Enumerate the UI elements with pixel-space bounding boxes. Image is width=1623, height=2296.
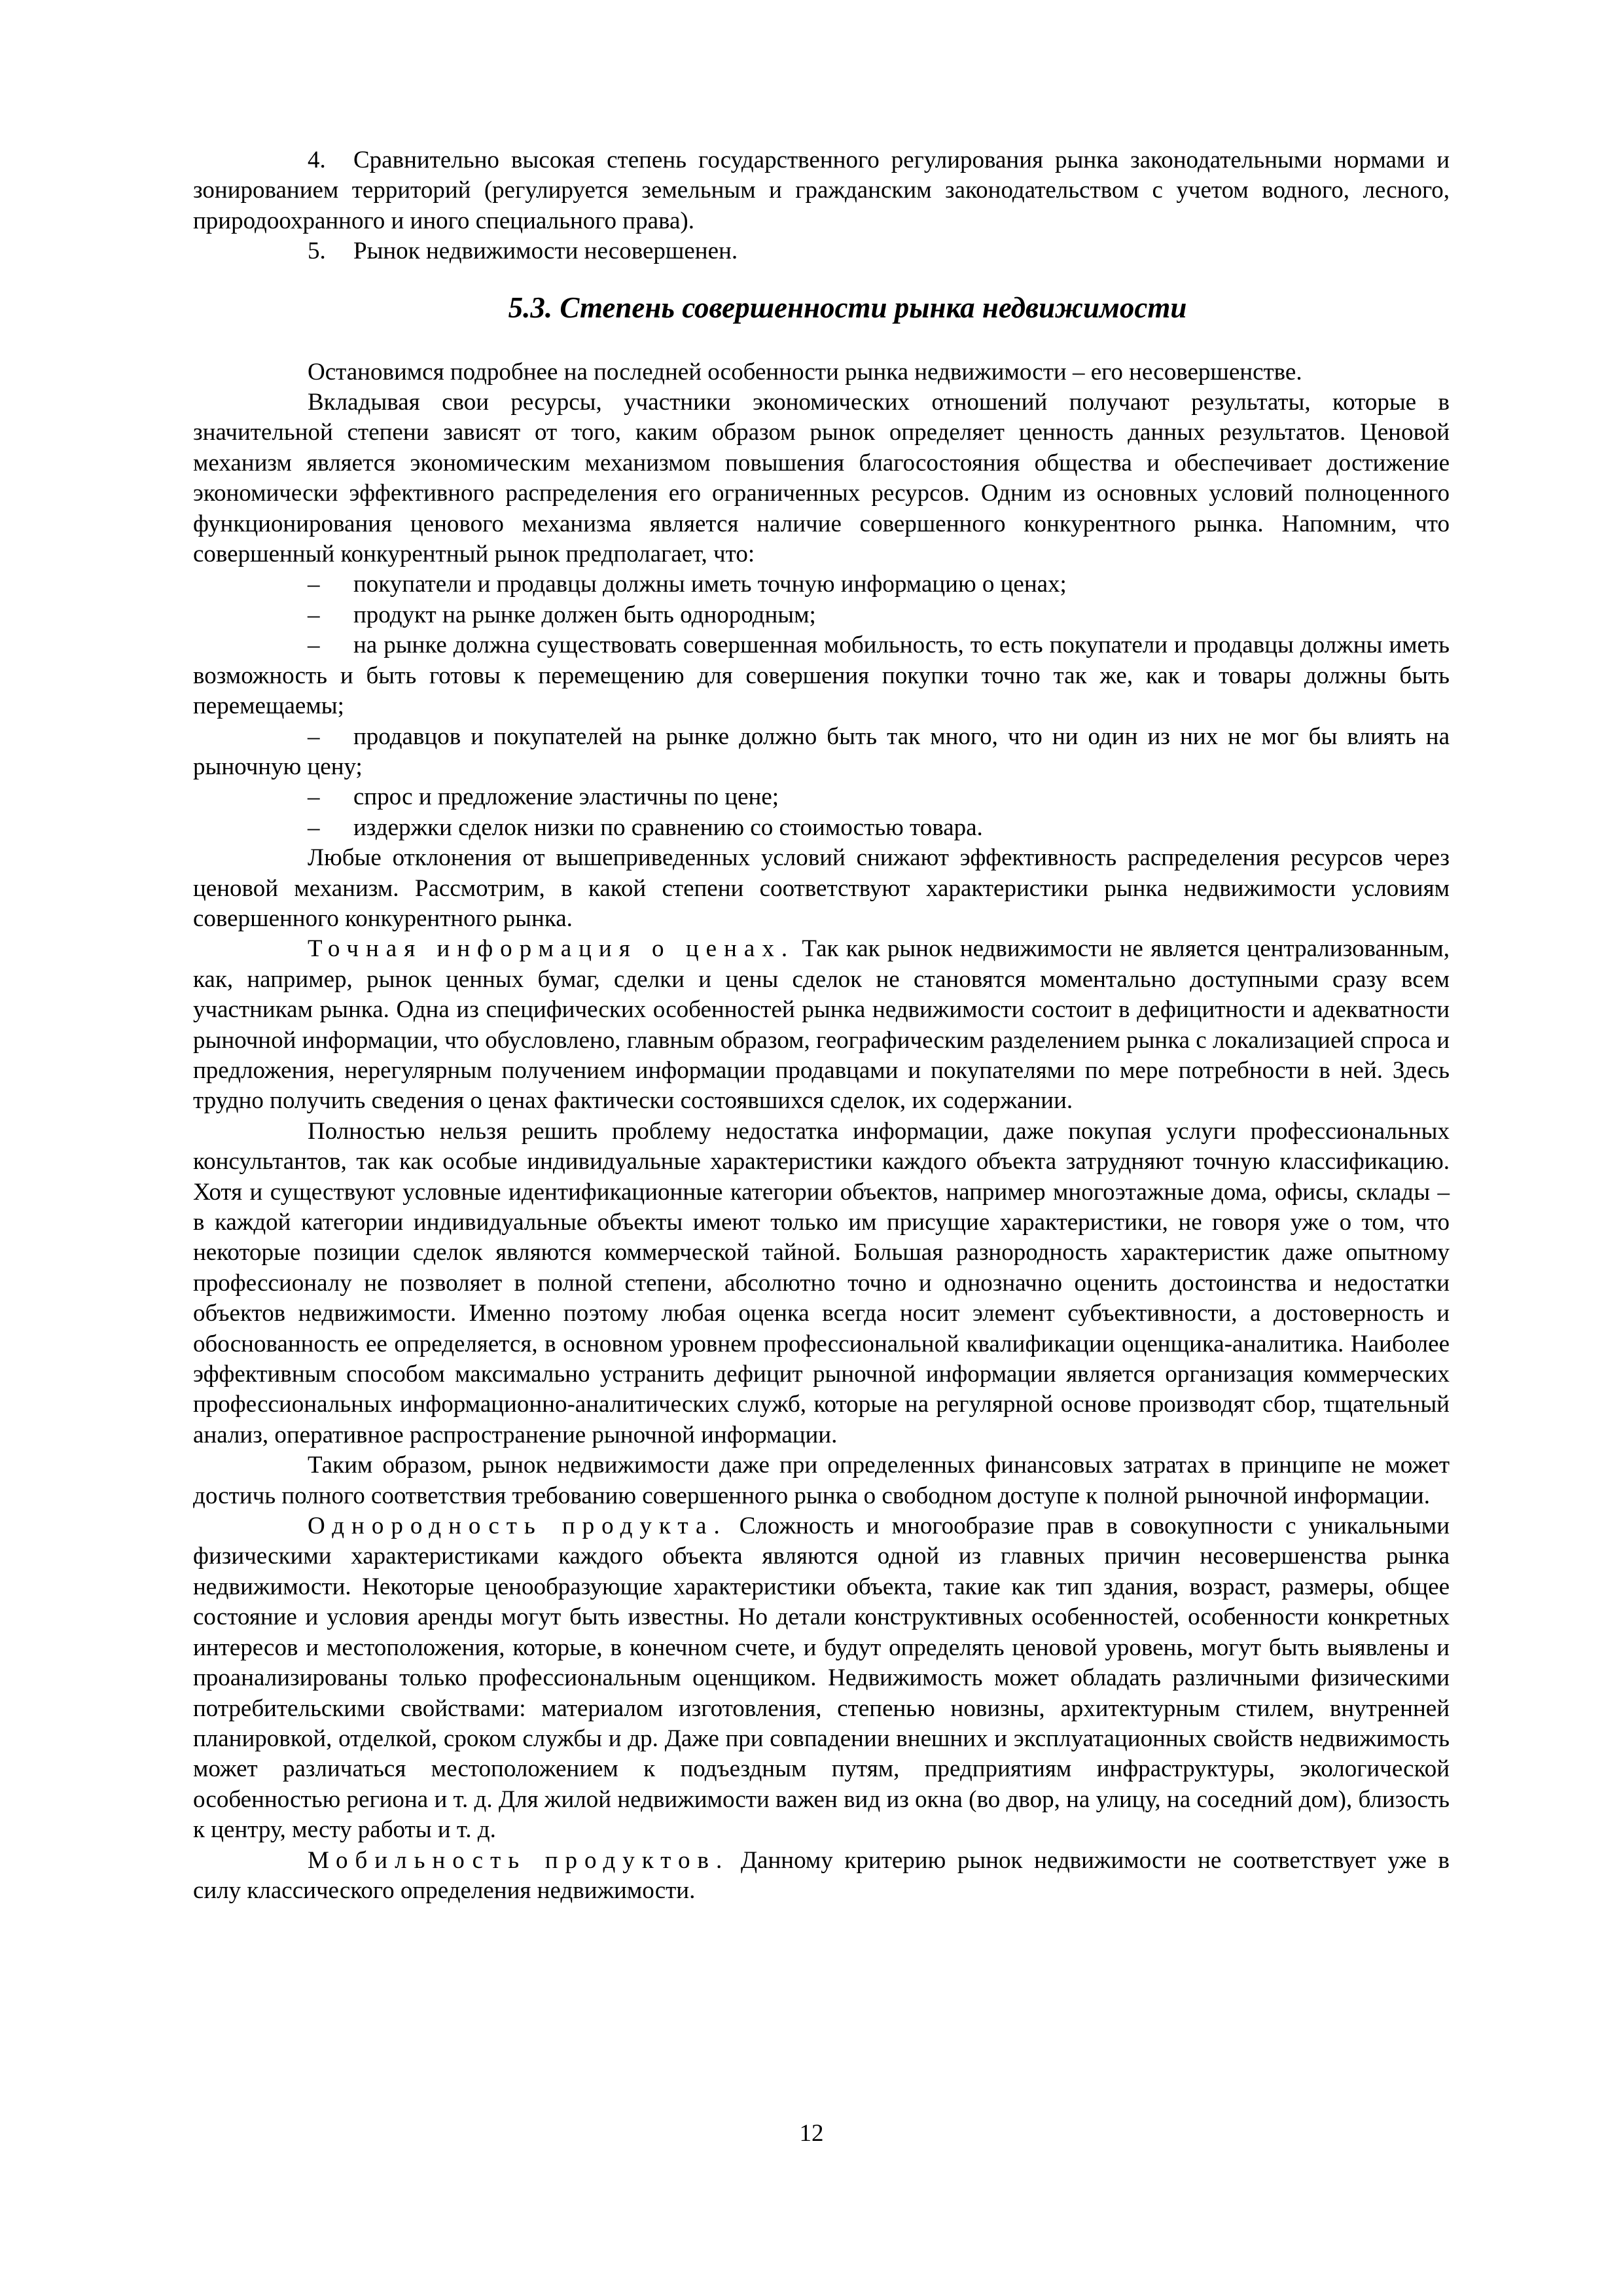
spaced-lead-term: Однородность продукта. — [308, 1513, 727, 1540]
dash-marker: – — [308, 571, 320, 598]
dash-item — [193, 782, 1450, 812]
dash-item — [193, 722, 1450, 783]
spaced-lead-term: Точная информация о ценах. — [308, 935, 795, 963]
dash-text: издержки сделок низки по сравнению со стоимостью товара. — [353, 814, 983, 841]
dash-text: спрос и предложение эластичны по цене; — [353, 783, 779, 811]
list-text: Сравнительно высокая степень государственного регулирования рынка законодательными нормами и зонированием территорий (регулируется земельным и гражданским законодательством с учетом водного, лесного, природоохранного и иного специального права). — [193, 147, 1450, 234]
paragraph-text: Данному критерию рынок недвижимости не соответствует уже в силу классического определения недвижимости. — [193, 1846, 1450, 1904]
paragraph-product-homogeneity — [193, 1511, 1450, 1845]
paragraph-information-problem: Полностью нельзя решить проблему недостатка информации, даже покупая услуги профессиональных консультантов, так как особые индивидуальные характеристики каждого объекта затрудняют точную классификацию. Хотя и существуют условные идентификационные категории объектов, например многоэтажные дома, офисы, склады – в каждой категории индивидуальные объекты имеют только им присущие характеристики, не говоря уже о том, что некоторые позиции сделок являются коммерческой тайной. Большая разнородность характеристик даже опытному профессионалу не позволяет в полной степени, абсолютно точно и однозначно оценить достоинства и недостатки объектов недвижимости. Именно поэтому любая оценка всегда носит элемент субъективности, а достоверность и обоснованность ее определяется, в основном уровнем профессиональной квалификации оценщика-аналитика. Наиболее эффективным способом максимально устранить дефицит рыночной информации является организация коммерческих профессиональных информационно-аналитических служб, которые на регулярной основе производят сбор, тщательный анализ, оперативное распространение рыночной информации. — [193, 1117, 1450, 1448]
section-heading: 5.3. Степень совершенности рынка недвижимости — [508, 291, 1187, 324]
list-item-5 — [193, 236, 1450, 266]
paragraph-price-information — [193, 934, 1450, 1116]
dash-marker: – — [308, 601, 320, 628]
dash-item — [193, 569, 1450, 600]
list-item-4 — [193, 145, 1450, 236]
dash-text: на рынке должна существовать совершенная мобильность, то есть покупатели и продавцы должны иметь возможность и быть готовы к перемещению для совершения покупки точно так же, как и товары должны быть перемещаемы; — [193, 632, 1450, 720]
paragraph-product-mobility — [193, 1846, 1450, 1907]
dash-item — [193, 813, 1450, 843]
dash-text: продукт на рынке должен быть однородным; — [353, 601, 816, 628]
list-text: Рынок недвижимости несовершенен. — [353, 238, 738, 265]
dash-marker: – — [308, 814, 320, 841]
dash-marker: – — [308, 723, 320, 750]
dash-item — [193, 600, 1450, 630]
paragraph-text: Сложность и многообразие прав в совокупности с уникальными физическими характеристиками каждого объекта являются одной из главных причин несовершенства рынка недвижимости. Некоторые ценообразующие характеристики объекта, такие как тип здания, возраст, размеры, общее состояние и условия аренды могут быть известны. Но детали конструктивных особенностей, особенности конкретных интересов и местоположения, которые, в конечном счете, и будут определять ценовой уровень, могут быть выявлены и проанализированы только профессиональным оценщиком. Недвижимость может обладать различными физическими потребительскими свойствами: материалом изготовления, степенью новизны, архитектурным стилем, внутренней планировкой, отделкой, сроком службы и др. Даже при совпадении внешних и эксплуатационных свойств недвижимость может различаться местоположением к подъездным путям, предприятиям инфраструктуры, экологической особенностью региона и т. д. Для жилой недвижимости важен вид из окна (во двор, на улицу, на соседний дом), близость к центру, месту работы и т. д. — [193, 1513, 1450, 1844]
dash-item — [193, 630, 1450, 721]
document-page — [193, 145, 1450, 1906]
page-number: 12 — [799, 2120, 824, 2147]
paragraph-resources: Вкладывая свои ресурсы, участники экономических отношений получают результаты, которые в значительной степени зависят от того, каким образом рынок определяет ценность данных результатов. Ценовой механизм является экономическим механизмом повышения благосостояния общества и обеспечивает достижение экономически эффективного распределения его ограниченных ресурсов. Одним из основных условий полноценного функционирования ценового механизма является наличие совершенного конкурентного рынка. Напомним, что совершенный конкурентный рынок предполагает, что: — [193, 389, 1450, 568]
spaced-lead-term: Мобильность продуктов. — [308, 1846, 730, 1874]
paragraph-deviations: Любые отклонения от вышеприведенных условий снижают эффективность распределения ресурсов через ценовой механизм. Рассмотрим, в какой степени соответствуют характеристики рынка недвижимости условиям совершенного конкурентного рынка. — [193, 844, 1450, 932]
paragraph-text: Так как рынок недвижимости не является централизованным, как, например, рынок ценных бумаг, сделки и цены сделок не становятся моментально доступными сразу всем участникам рынка. Одна из специфических особенностей рынка недвижимости состоит в дефицитности и адекватности рыночной информации, что обусловлено, главным образом, географическим разделением рынка с локализацией спроса и предложения, нерегулярным получением информации продавцами и покупателями по мере потребности в ней. Здесь трудно получить сведения о ценах фактически состоявшихся сделок, их содержании. — [193, 935, 1450, 1115]
intro-paragraph: Остановимся подробнее на последней особенности рынка недвижимости – его несовершенстве. — [308, 358, 1302, 386]
list-number: 4. — [308, 147, 326, 173]
paragraph-conclusion: Таким образом, рынок недвижимости даже при определенных финансовых затратах в принципе не может достичь полного соответствия требованию совершенного рынка о свободном доступе к полной рыночной информации. — [193, 1452, 1450, 1509]
dash-text: покупатели и продавцы должны иметь точную информацию о ценах; — [353, 571, 1067, 598]
list-number: 5. — [308, 238, 326, 265]
dash-marker: – — [308, 783, 320, 811]
dash-marker: – — [308, 632, 320, 659]
dash-text: продавцов и покупателей на рынке должно быть так много, что ни один из них не мог бы влиять на рыночную цену; — [193, 723, 1450, 780]
